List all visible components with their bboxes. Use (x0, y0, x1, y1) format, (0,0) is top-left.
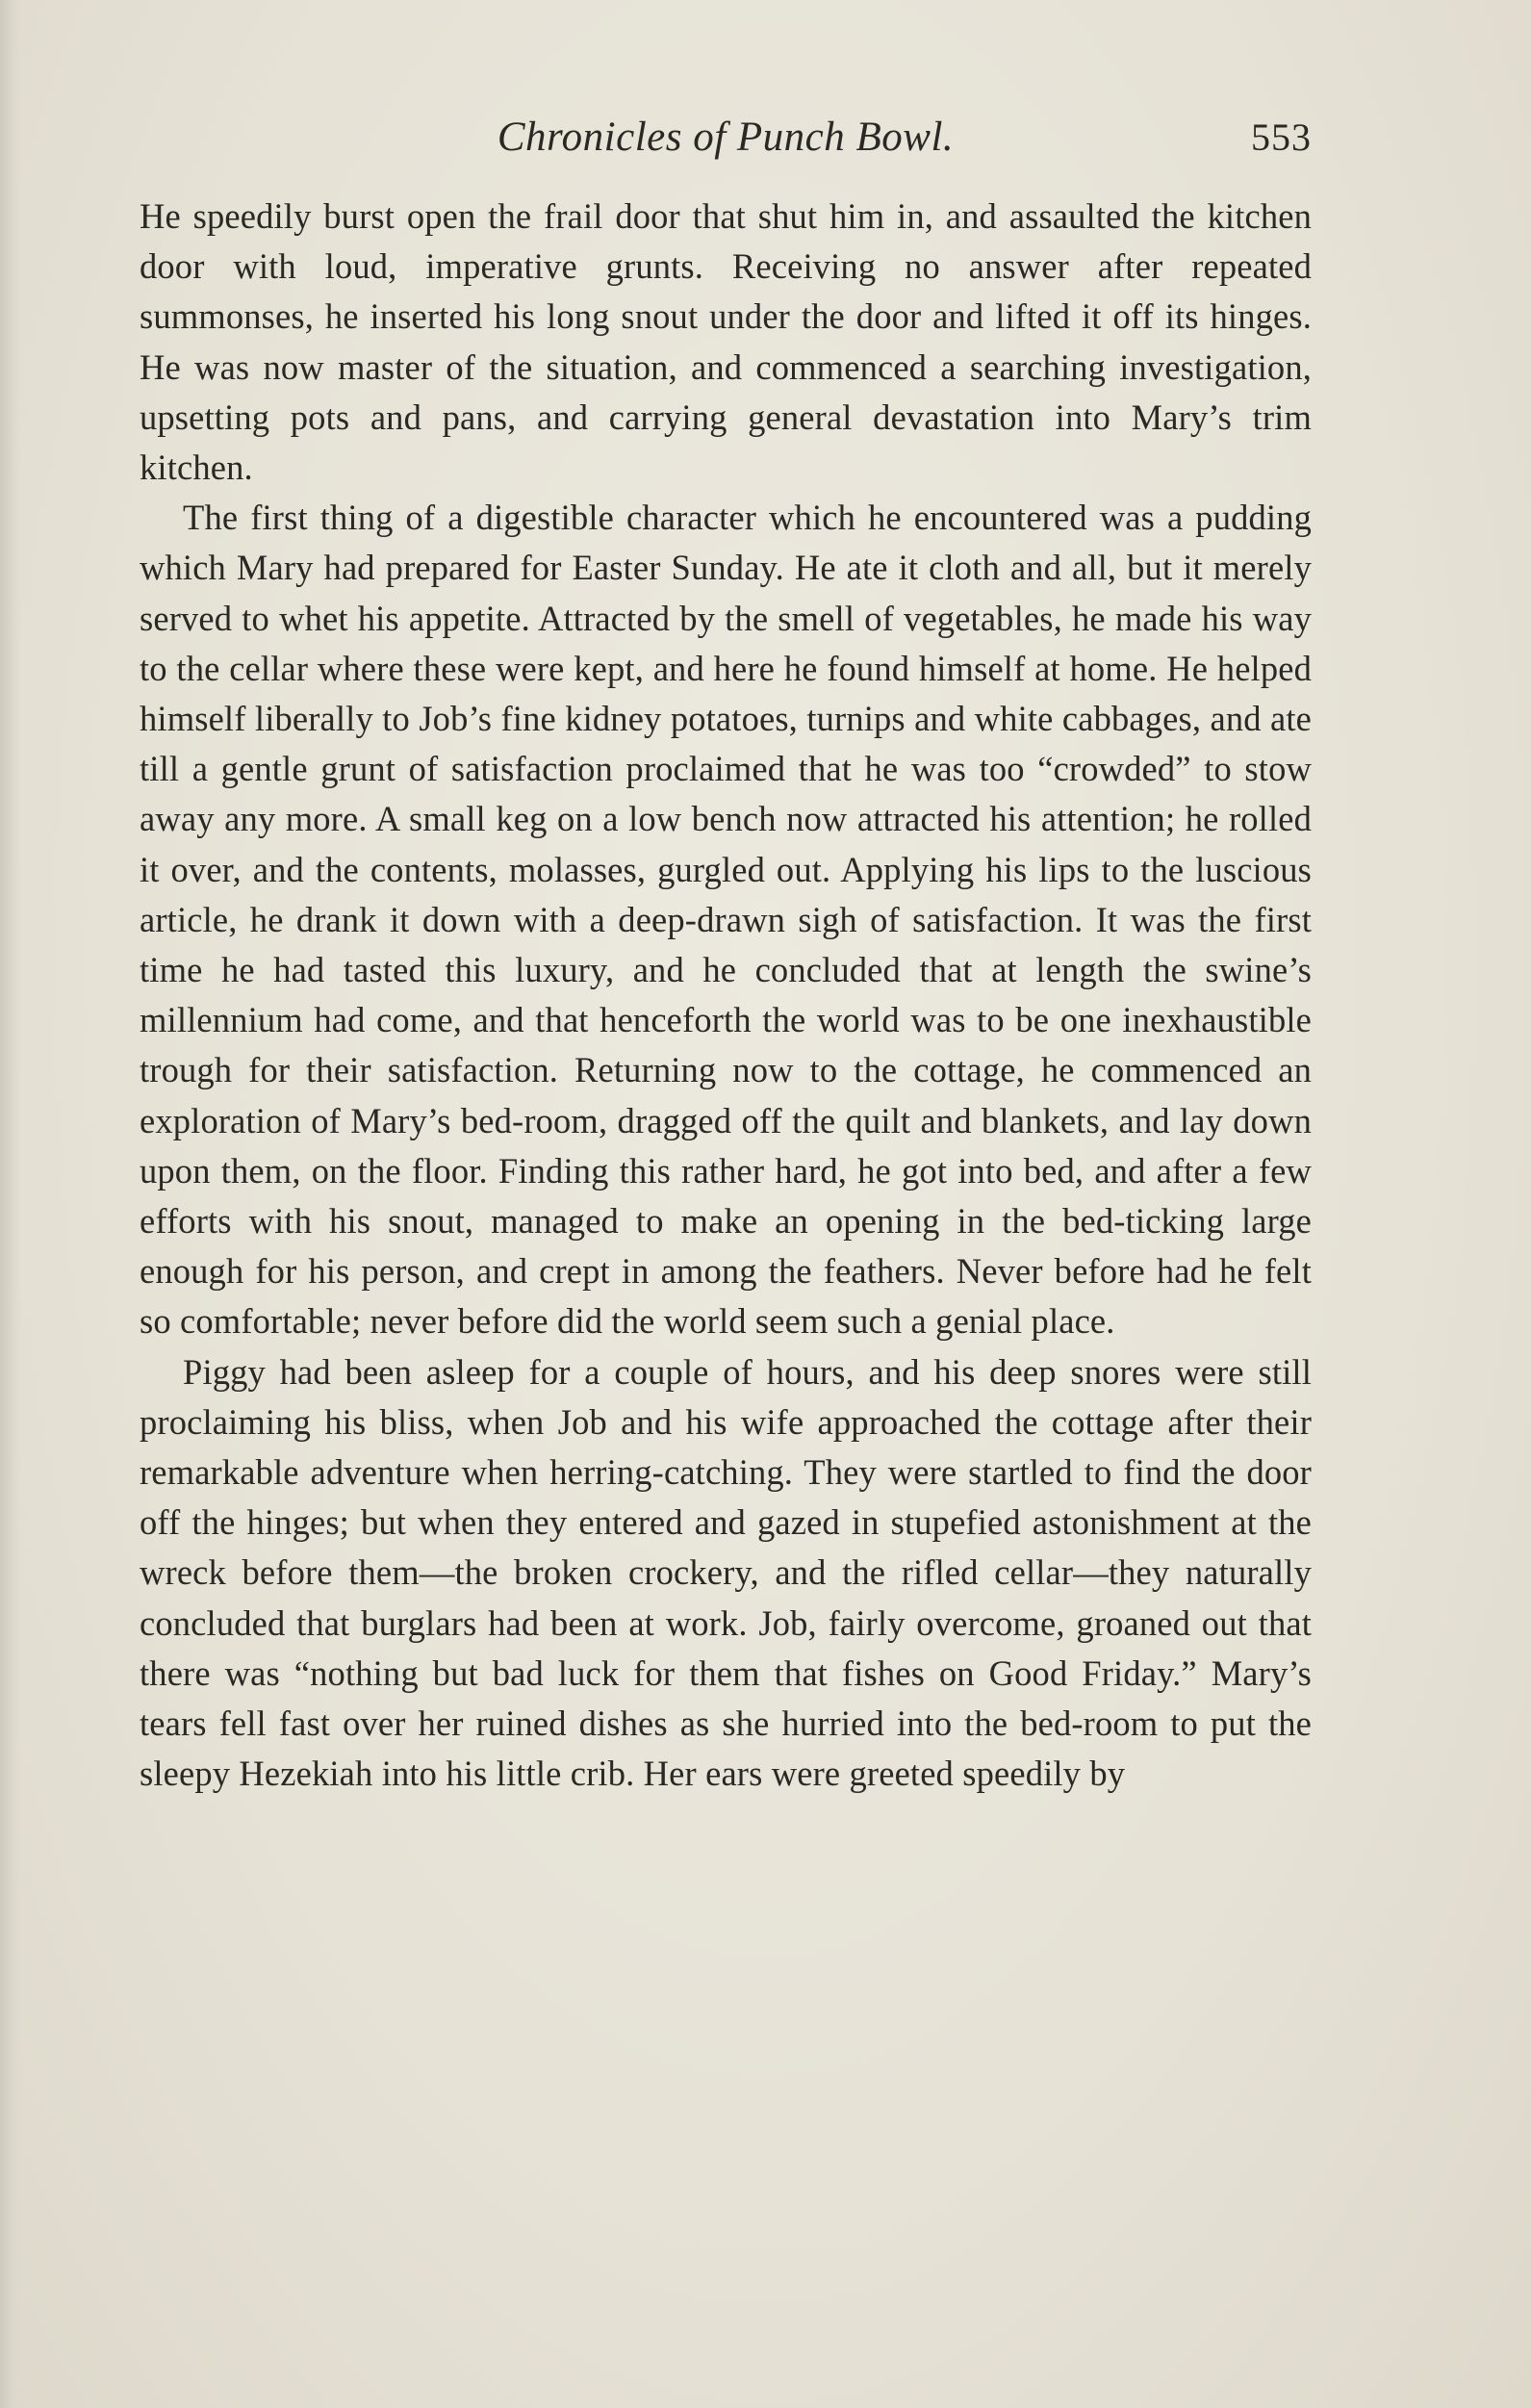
page-header (140, 104, 1312, 171)
page-number: 553 (1251, 115, 1312, 159)
paragraph-3: Piggy had been asleep for a couple of hours, and his deep snores were still proclaiming his bliss, when Job and his wife approached the cottage after their remarkable adventure when herring-catching. They were startled to find the door off the hinges; but when they entered and gazed in stupefied astonishment at the wreck before them—the broken crockery, and the rifled cellar—they naturally concluded that burglars had been at work. Job, fairly overcome, groaned out that there was “nothing but bad luck for them that fishes on Good Friday.” Mary’s tears fell fast over her ruined dishes as she hurried into the bed-room to put the sleepy Hezekiah into his little crib. Her ears were greeted speedily by (140, 1351, 1312, 1794)
page-gutter-shadow (0, 0, 21, 2408)
paragraph-1: He speedily burst open the frail door that shut him in, and assaulted the kitchen door with loud, imperative grunts. Receiving no answer after repeated summonses, he inserted his long snout under the door and lifted it off its hinges. He was now master of the situation, and commenced a searching investigation, upsetting pots and pans, and carrying general devastation into Mary’s trim kitchen. (140, 196, 1312, 488)
body-text (140, 192, 1312, 1800)
paragraph-2: The first thing of a digestible character which he encountered was a pudding which Mary had prepared for Easter Sunday. He ate it cloth and all, but it merely served to whet his appetite. Attracted by the smell of vegetables, he made his way to the cellar where these were kept, and here he found himself at home. He helped himself liberally to Job’s fine kidney potatoes, turnips and white cabbages, and ate till a gentle grunt of satisfaction proclaimed that he was too “crowded” to stow away any more. A small keg on a low bench now attracted his attention; he rolled it over, and the contents, molasses, gurgled out. Applying his lips to the luscious article, he drank it down with a deep-drawn sigh of satisfaction. It was the first time he had tasted this luxury, and he concluded that at length the swine’s millennium had come, and that henceforth the world was to be one inexhaustible trough for their satisfaction. Returning now to the cottage, he commenced an exploration of Mary’s bed-room, dragged off the quilt and blankets, and lay down upon them, on the floor. Finding this rather hard, he got into bed, and after a few efforts with his snout, managed to make an opening in the bed-ticking large enough for his person, and crept in among the feathers. Never before had he felt so comfortable; never before did the world seem such a genial place. (140, 498, 1312, 1342)
running-title: Chronicles of Punch Bowl. (497, 115, 955, 160)
